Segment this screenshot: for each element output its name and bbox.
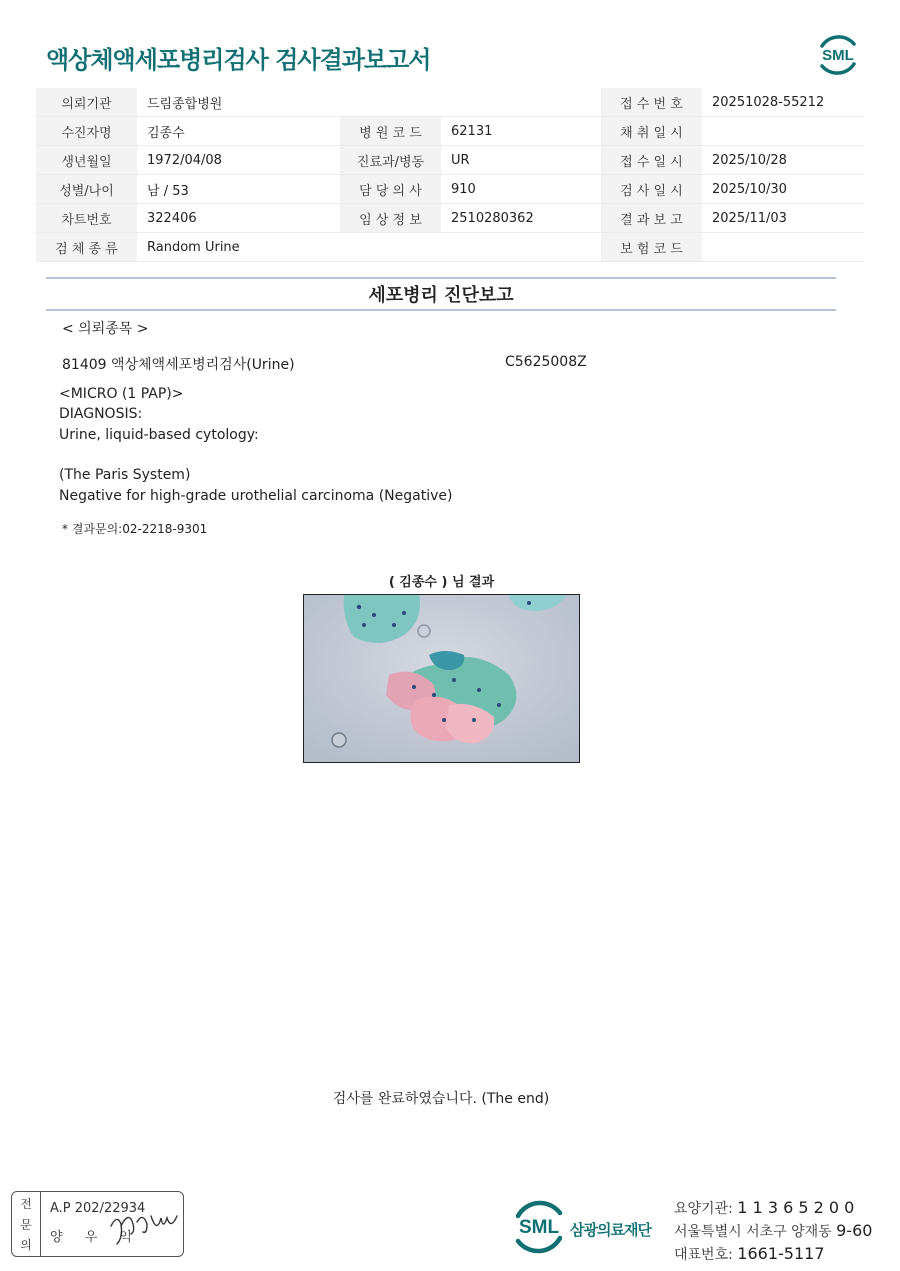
stamp-side-char: 전 [20,1197,32,1212]
cytology-image [303,594,580,763]
info-value: 62131 [441,117,601,146]
order-heading: < 의뢰종목 > [62,321,149,337]
info-label: 진료과/병동 [340,146,441,175]
info-row [36,175,864,204]
info-row [36,233,864,262]
micro-label: <MICRO (1 PAP)> [59,386,184,402]
logo-text: SML [822,47,854,64]
inquiry-note: * 결과문의:02-2218-9301 [62,522,208,536]
pathologist-stamp [11,1191,184,1257]
signature-icon [107,1204,183,1250]
stamp-side-char: 문 [20,1217,32,1232]
info-label: 수진자명 [36,117,137,146]
diagnosis-result: Negative for high-grade urothelial carcinoma (Negative) [59,488,453,504]
pathologist-name: 양 우 익 [50,1230,141,1245]
info-label: 채 취 일 시 [601,117,702,146]
stamp-side-char: 의 [20,1237,32,1252]
sml-logo-icon [815,32,861,78]
info-value: 남 / 53 [137,175,340,204]
order-code: C5625008Z [505,354,587,370]
info-value: UR [441,146,601,175]
info-label: 보 험 코 드 [601,233,702,262]
image-caption: ( 김종수 ) 님 결과 [388,575,495,590]
institution-code: 1 1 3 6 5 2 0 0 [737,1198,855,1217]
pathologist-license: A.P 202/22934 [50,1201,146,1216]
info-label: 병 원 코 드 [340,117,441,146]
info-value: 2025/10/28 [702,146,864,175]
info-value: 910 [441,175,601,204]
phone-label: 대표번호: [674,1247,733,1263]
info-value: 322406 [137,204,340,233]
patient-info-table [36,88,864,262]
info-value: 김종수 [137,117,340,146]
info-label: 접 수 일 시 [601,146,702,175]
empty-cell [340,88,441,117]
order-item: 81409 액상체액세포병리검사(Urine) [62,357,295,373]
empty-cell [441,233,601,262]
info-value: 20251028-55212 [702,88,864,117]
info-value: 2025/10/30 [702,175,864,204]
institution-label: 요양기관: [674,1201,733,1217]
info-label: 검 사 일 시 [601,175,702,204]
info-value: Random Urine [137,233,340,262]
section-rule-bottom [46,309,836,311]
specimen-text: Urine, liquid-based cytology: [59,427,259,443]
info-value: 2510280362 [441,204,601,233]
info-label: 차트번호 [36,204,137,233]
footer-logo-text: SML [518,1217,560,1238]
diagnosis-label: DIAGNOSIS: [59,406,143,422]
info-value [702,117,864,146]
info-row [36,204,864,233]
report-title: 액상체액세포병리검사 검사결과보고서 [46,46,431,74]
info-row [36,117,864,146]
info-value: 1972/04/08 [137,146,340,175]
info-value: 드림종합병원 [137,88,340,117]
stamp-side-label [12,1192,41,1256]
address-line [674,1221,872,1241]
info-label: 성별/나이 [36,175,137,204]
info-label: 결 과 보 고 [601,204,702,233]
address-text: 서울특별시 서초구 양재동 [674,1224,832,1240]
section-title: 세포병리 진단보고 [368,285,514,306]
info-row [36,146,864,175]
info-label: 담 당 의 사 [340,175,441,204]
institution-code-line [674,1198,854,1218]
info-value: 2025/11/03 [702,204,864,233]
paris-system-text: (The Paris System) [59,467,191,483]
info-label: 접 수 번 호 [601,88,702,117]
foundation-name: 삼광의료재단 [570,1221,651,1239]
empty-cell [340,233,441,262]
phone-number: 1661-5117 [737,1244,825,1263]
empty-cell [441,88,601,117]
sml-footer-logo-icon [510,1198,568,1256]
info-row [36,88,864,117]
info-label: 임 상 정 보 [340,204,441,233]
info-label: 의뢰기관 [36,88,137,117]
info-label: 검 체 종 류 [36,233,137,262]
section-rule-top [46,277,836,279]
phone-line [674,1244,825,1264]
info-value [702,233,864,262]
info-label: 생년월일 [36,146,137,175]
address-number: 9-60 [836,1221,873,1240]
end-message: 검사를 완료하였습니다. (The end) [332,1091,550,1107]
